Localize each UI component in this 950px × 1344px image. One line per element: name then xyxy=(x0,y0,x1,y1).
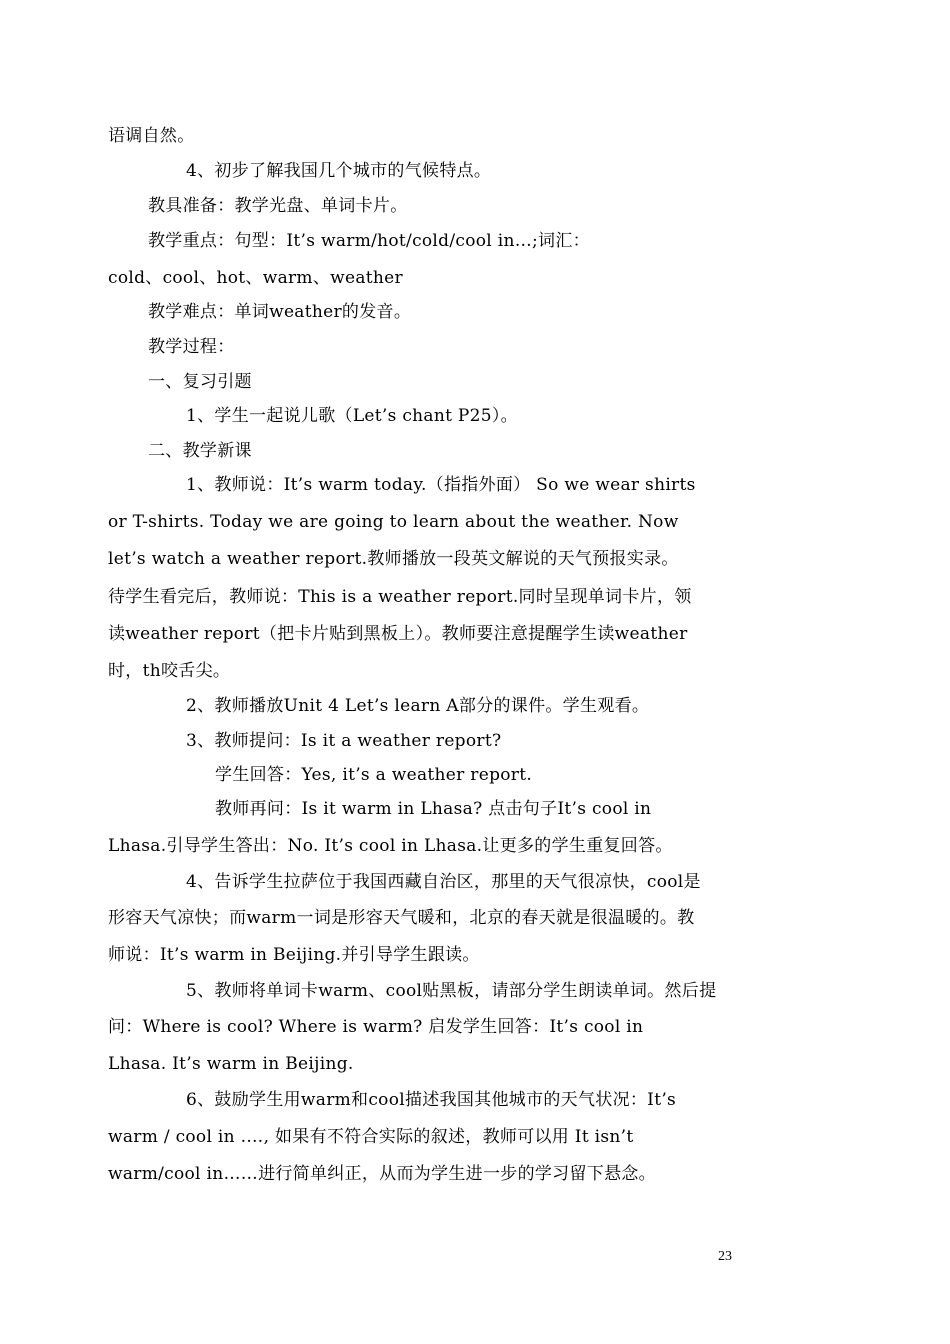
text-line: warm / cool in .…, 如果有不符合实际的叙述，教师可以用 It isn’t xyxy=(108,1127,634,1147)
teacher-question: 教师再问：Is it warm in Lhasa? 点击句子It’s cool in xyxy=(215,799,652,819)
new-lesson-step-6: 6、鼓励学生用warm和cool描述我国其他城市的天气状况：It’s xyxy=(186,1090,677,1110)
text-line: 形容天气凉快；而warm一词是形容天气暖和，北京的春天就是很温暖的。教 xyxy=(108,908,695,928)
text-line: Lhasa.引导学生答出：No. It’s cool in Lhasa.让更多的学生重复回答。 xyxy=(108,836,673,856)
student-answer: 学生回答：Yes, it’s a weather report. xyxy=(215,765,533,785)
text-line: 师说：It’s warm in Beijing.并引导学生跟读。 xyxy=(108,945,480,965)
text-line: warm/cool in……进行简单纠正，从而为学生进一步的学习留下悬念。 xyxy=(108,1164,656,1184)
teaching-focus: 教学重点：句型：It’s warm/hot/cold/cool in…;词汇： xyxy=(148,231,590,251)
new-lesson-step-4: 4、告诉学生拉萨位于我国西藏自治区，那里的天气很凉快，cool是 xyxy=(186,872,701,892)
new-lesson-step-2: 2、教师播放Unit 4 Let’s learn A部分的课件。学生观看。 xyxy=(186,696,650,716)
text-line: Lhasa. It’s warm in Beijing. xyxy=(108,1054,354,1074)
text-line: let’s watch a weather report.教师播放一段英文解说的天气预报实录。 xyxy=(108,549,679,569)
text-line: 语调自然。 xyxy=(108,126,195,146)
section-heading-review: 一、复习引题 xyxy=(148,372,252,392)
section-heading-new-lesson: 二、教学新课 xyxy=(148,441,252,461)
text-line: 时，th咬舌尖。 xyxy=(108,661,231,681)
text-line: cold、cool、hot、warm、weather xyxy=(108,268,403,288)
teaching-difficulty: 教学难点：单词weather的发音。 xyxy=(148,302,412,322)
text-line: 待学生看完后，教师说：This is a weather report.同时呈现单词卡片，领 xyxy=(108,587,692,607)
review-step-1: 1、学生一起说儿歌（Let’s chant P25）。 xyxy=(186,406,518,426)
new-lesson-step-5: 5、教师将单词卡warm、cool贴黑板，请部分学生朗读单词。然后提 xyxy=(186,981,717,1001)
new-lesson-step-1: 1、教师说：It’s warm today.（指指外面） So we wear shirts xyxy=(186,475,696,495)
text-line: or T-shirts. Today we are going to learn about the weather. Now xyxy=(108,512,679,532)
teaching-process-heading: 教学过程： xyxy=(148,337,235,357)
new-lesson-step-3: 3、教师提问：Is it a weather report? xyxy=(186,731,502,751)
page-number: 23 xyxy=(718,1249,732,1264)
text-line: 问：Where is cool? Where is warm? 启发学生回答：It’s cool in xyxy=(108,1017,644,1037)
text-line: 读weather report（把卡片贴到黑板上）。教师要注意提醒学生读weather xyxy=(108,624,688,644)
teaching-aids: 教具准备：教学光盘、单词卡片。 xyxy=(148,196,408,216)
objective-item-4: 4、初步了解我国几个城市的气候特点。 xyxy=(186,161,492,181)
